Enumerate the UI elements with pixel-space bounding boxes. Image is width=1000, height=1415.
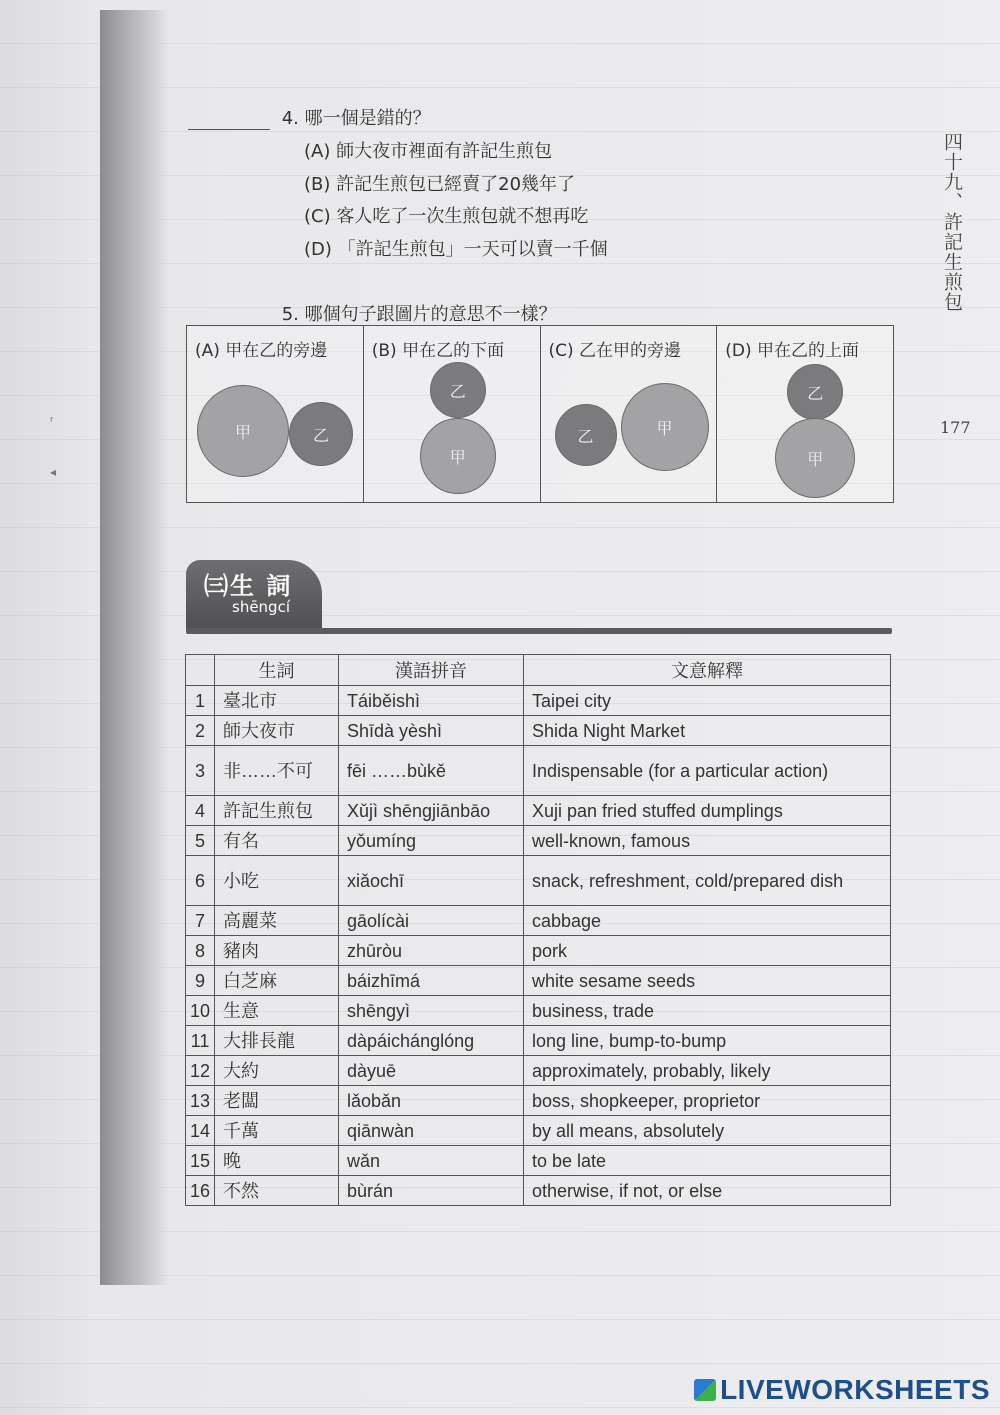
- answer-blank-4[interactable]: [188, 111, 270, 130]
- section-tab: [186, 560, 322, 632]
- vocab-word: 老闆: [215, 1086, 339, 1116]
- picture-option-a: [187, 326, 364, 502]
- vocab-word: 大約: [215, 1056, 339, 1086]
- question-text: 哪個句子跟圖片的意思不一樣？: [304, 304, 557, 325]
- vocab-number: 16: [186, 1176, 215, 1206]
- vocab-meaning: Taipei city: [524, 686, 891, 716]
- vocab-word: 非……不可: [215, 746, 339, 796]
- vocab-meaning: Indispensable (for a particular action): [524, 746, 891, 796]
- big-circle: 甲: [420, 418, 496, 494]
- vocab-number: 6: [186, 856, 215, 906]
- chapter-title: 四十九、許記生煎包: [941, 132, 963, 312]
- vocab-meaning: to be late: [524, 1146, 891, 1176]
- table-row: [186, 1086, 891, 1116]
- vocab-word: 晚: [215, 1146, 339, 1176]
- option-c: (C) 客人吃了一次生煎包就不想再吃: [304, 206, 589, 227]
- binding-shadow: [100, 10, 170, 1285]
- vocab-number: 1: [186, 686, 215, 716]
- small-circle: 乙: [787, 364, 843, 420]
- section-pinyin: shēngcí: [232, 598, 290, 616]
- option-label: (D) 甲在乙的上面: [725, 341, 860, 361]
- vocabulary-table: [185, 654, 891, 1206]
- vocab-pinyin: xiǎochī: [339, 856, 524, 906]
- header-pinyin: 漢語拼音: [339, 655, 524, 686]
- vocab-pinyin: gāolícài: [339, 906, 524, 936]
- margin-mark: ᶠ: [50, 415, 54, 429]
- picture-option-c: [541, 326, 718, 502]
- table-row: [186, 716, 891, 746]
- vocab-word: 豬肉: [215, 936, 339, 966]
- table-row: [186, 856, 891, 906]
- vocab-number: 5: [186, 826, 215, 856]
- vocab-meaning: long line, bump-to-bump: [524, 1026, 891, 1056]
- table-row: [186, 746, 891, 796]
- small-circle: 乙: [430, 362, 486, 418]
- table-row: [186, 796, 891, 826]
- table-header-row: [186, 655, 891, 686]
- option-b: (B) 許記生煎包已經賣了20幾年了: [304, 174, 576, 195]
- vocab-number: 2: [186, 716, 215, 746]
- vocab-number: 3: [186, 746, 215, 796]
- vocab-word: 師大夜市: [215, 716, 339, 746]
- vocab-pinyin: wǎn: [339, 1146, 524, 1176]
- vocab-pinyin: qiānwàn: [339, 1116, 524, 1146]
- vocab-number: 14: [186, 1116, 215, 1146]
- question-number: 4.: [281, 108, 299, 129]
- big-circle: 甲: [621, 383, 709, 471]
- table-row: [186, 966, 891, 996]
- vocab-pinyin: lǎobǎn: [339, 1086, 524, 1116]
- table-row: [186, 906, 891, 936]
- small-circle: 乙: [289, 402, 353, 466]
- vocab-pinyin: Táiběishì: [339, 686, 524, 716]
- question-number: 5.: [281, 304, 299, 325]
- vocab-word: 許記生煎包: [215, 796, 339, 826]
- option-label: (C) 乙在甲的旁邊: [548, 341, 682, 361]
- vocab-pinyin: fēi ……bùkě: [339, 746, 524, 796]
- table-row: [186, 686, 891, 716]
- picture-options: [186, 325, 894, 503]
- vocab-pinyin: Shīdà yèshì: [339, 716, 524, 746]
- vocab-meaning: approximately, probably, likely: [524, 1056, 891, 1086]
- liveworksheets-icon: [694, 1379, 716, 1401]
- picture-option-d: [717, 326, 893, 502]
- page-number: 177: [940, 418, 971, 437]
- table-row: [186, 1026, 891, 1056]
- vocab-number: 4: [186, 796, 215, 826]
- option-label: (A) 甲在乙的旁邊: [195, 341, 328, 361]
- vocab-word: 高麗菜: [215, 906, 339, 936]
- answer-blank-5[interactable]: [188, 307, 270, 326]
- vocab-number: 11: [186, 1026, 215, 1056]
- big-circle: 甲: [775, 418, 855, 498]
- vocab-meaning: boss, shopkeeper, proprietor: [524, 1086, 891, 1116]
- small-circle: 乙: [555, 404, 617, 466]
- section-title: ㈢生 詞: [204, 572, 293, 600]
- question-5: [188, 300, 557, 326]
- table-row: [186, 826, 891, 856]
- vocab-word: 臺北市: [215, 686, 339, 716]
- option-label: (B) 甲在乙的下面: [371, 341, 505, 361]
- picture-option-b: [364, 326, 541, 502]
- vocab-number: 13: [186, 1086, 215, 1116]
- vocab-meaning: business, trade: [524, 996, 891, 1026]
- vocab-meaning: otherwise, if not, or else: [524, 1176, 891, 1206]
- vocab-number: 7: [186, 906, 215, 936]
- big-circle: 甲: [197, 385, 289, 477]
- vocab-pinyin: bùrán: [339, 1176, 524, 1206]
- brand-text: LIVEWORKSHEETS: [720, 1374, 990, 1405]
- table-row: [186, 936, 891, 966]
- vocab-word: 白芝麻: [215, 966, 339, 996]
- vocab-meaning: well-known, famous: [524, 826, 891, 856]
- header-number: [186, 655, 215, 686]
- question-text: 哪一個是錯的？: [304, 108, 431, 129]
- table-row: [186, 1056, 891, 1086]
- vocab-pinyin: Xǔjì shēngjiānbāo: [339, 796, 524, 826]
- vocabulary-rows: [186, 686, 891, 1206]
- option-d: (D) 「許記生煎包」一天可以賣一千個: [304, 239, 608, 260]
- vocab-pinyin: dàyuē: [339, 1056, 524, 1086]
- vocab-number: 9: [186, 966, 215, 996]
- vocab-pinyin: shēngyì: [339, 996, 524, 1026]
- vocab-meaning: snack, refreshment, cold/prepared dish: [524, 856, 891, 906]
- vocab-number: 10: [186, 996, 215, 1026]
- vocab-word: 有名: [215, 826, 339, 856]
- vocab-pinyin: yǒumíng: [339, 826, 524, 856]
- section-divider: [186, 628, 892, 634]
- table-row: [186, 1176, 891, 1206]
- vocab-meaning: white sesame seeds: [524, 966, 891, 996]
- vocab-meaning: pork: [524, 936, 891, 966]
- vocab-meaning: Xuji pan fried stuffed dumplings: [524, 796, 891, 826]
- margin-mark: ◂: [50, 465, 57, 479]
- vocab-number: 15: [186, 1146, 215, 1176]
- vocab-number: 8: [186, 936, 215, 966]
- vocab-word: 千萬: [215, 1116, 339, 1146]
- option-a: (A) 師大夜市裡面有許記生煎包: [304, 141, 553, 162]
- liveworksheets-logo: [694, 1374, 990, 1406]
- vocab-word: 大排長龍: [215, 1026, 339, 1056]
- header-word: 生詞: [215, 655, 339, 686]
- vocab-pinyin: dàpáichánglóng: [339, 1026, 524, 1056]
- vocab-word: 不然: [215, 1176, 339, 1206]
- table-row: [186, 1146, 891, 1176]
- vocab-number: 12: [186, 1056, 215, 1086]
- table-row: [186, 996, 891, 1026]
- table-row: [186, 1116, 891, 1146]
- vocab-word: 生意: [215, 996, 339, 1026]
- vocab-meaning: Shida Night Market: [524, 716, 891, 746]
- vocab-pinyin: báizhīmá: [339, 966, 524, 996]
- vocab-meaning: by all means, absolutely: [524, 1116, 891, 1146]
- vocab-pinyin: zhūròu: [339, 936, 524, 966]
- question-4: [188, 104, 431, 130]
- vocab-meaning: cabbage: [524, 906, 891, 936]
- header-meaning: 文意解釋: [524, 655, 891, 686]
- vocab-word: 小吃: [215, 856, 339, 906]
